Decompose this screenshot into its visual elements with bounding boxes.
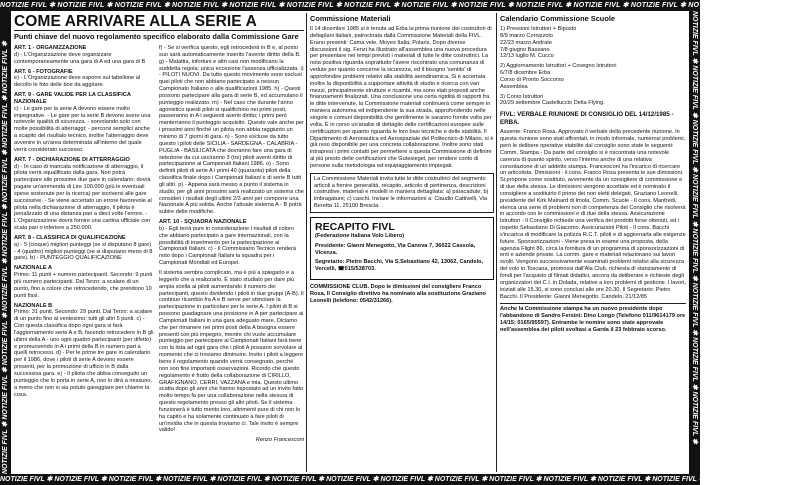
article-title: COME ARRIVARE ALLA SERIE A bbox=[14, 13, 257, 30]
commissione-stampa-note: Anche la Commissione stampa ha un nuovo presidente dopo l'abbandono di Sandro Fersini: Dino Longo (Telefono 011/9614179 ore 14/15; 0165/95597). Entrambe le nomine sono state approvate nell'assemblea dei piloti svoltasi a Garda il 23 febbraio scorso. bbox=[500, 303, 686, 333]
border-top-banner bbox=[0, 0, 801, 11]
calendario-item: 6/7/8 dicembre Erba bbox=[500, 70, 551, 77]
calendario-item: Corso di Pronto Soccorso bbox=[500, 76, 564, 83]
section-heading: NAZIONALE B bbox=[14, 302, 53, 309]
article1-column-1 bbox=[14, 45, 154, 472]
section-text: a) - 5 (cinque) migliori punteggi (se si disputano 8 gare) - 4 (quattro) migliori punteggi (se si disputano meno di 8 gare). b) - PUNTEGGIO QUALIFICAZIONE bbox=[14, 241, 153, 262]
article3-column bbox=[500, 13, 686, 472]
border-top-text: NOTIZIE FIVL ✱ NOTIZIE FIVL ✱ NOTIZIE FIVL ✱ NOTIZIE FIVL ✱ NOTIZIE FIVL ✱ NOTIZIE FIVL ✱ NOTIZIE FIVL ✱ NOTIZIE FIVL ✱ NOTIZIE FIVL ✱ NOTIZIE FIVL ✱ NOTIZIE FIVL ✱ NOTIZIE FIVL ✱ NOTIZIE FIVL ✱ NOTIZIE FIVL ✱ bbox=[0, 2, 801, 9]
verbale-title: FIVL: VERBALE RIUNIONE DI CONSIGLIO DEL 14/12/1985 - ERBA. bbox=[500, 111, 674, 126]
section-heading: NAZIONALE A bbox=[14, 265, 53, 272]
section-text: Primo: 11 punti + numero partecipanti. Secondo: 9 punti più numero partecipanti. Dal Terzo: a scalare di un punto, fino a colore che retrocedendo, che prendono 10 punti fissi. bbox=[14, 272, 153, 299]
column-divider-2 bbox=[496, 13, 497, 472]
article2-column bbox=[310, 13, 494, 472]
recapito-subtitle: (Federazione Italiana Volo Libero) bbox=[315, 232, 405, 239]
recapito-secretary: Segretario: Pietro Bacchi, Via S.Sebastiano 42, 13062, Candelo, Vercelli, ☎015/538703. bbox=[315, 259, 484, 273]
article-subtitle: Punti chiave del nuovo regolamento specifico elaborato dalla Commissione Gare bbox=[14, 32, 299, 41]
calendario-item: 12/13 luglio M. Cucco bbox=[500, 53, 554, 60]
recapito-title: RECAPITO FIVL bbox=[315, 220, 395, 233]
commissione-materiali-body: Il 14 dicembre 1985 si è tenuta ad Erba la prima riunione dei costruttori di deltaplani italiani, patrocinata dalla Commissione Materiali della FIVL. Erano presenti: Cama vele, Moyes Italia, Polaris. Dopo diverse discussioni il sig. Fenzi ha illustrato all'assemblea una nuova procedura per presentare nei tempi previsti i materiali di tutte le ditte costruttrici. La nota positiva riguarda soprattutto l'avere riscontrato una comunanza di vedute per quanto concerne la sicurezza, ed il bisogno 'sentito' di approfondire problemi relativi alla stabilità aerodinamica. Si è accertata inoltre la disponibilità a supportare attività di studio e ricerca con vari mezzi, principalmente strutture e ricambi, ma sono stati proposti anche finanziamenti finalizzati. Una conclusione una certa rigidità di rapporti fra le ditte intervenute, la Commissione materiali continuerà come sempre in maniera autonoma ed indipendente la sua strada, approfondendo nelle singole e comuni disponibilità che gentilmente le saranno fornite volta per volta. È in corso un'analisi di dettaglio delle certificazioni europee sulle certificazioni per quanto riguarda le loro basi tecniche e delle stabilità. Il Dipartimento di Aeronautica ed Aerospaziale del Politecnico di Milano, si è già reso disponibile per una concreta collaborazione. Inoltre sono stati intrapresi i primi contatti per permettere a questa Commissione di definire al più presto delle certificazioni che Gutesiegel, per rendere conto di persone sulla metodologia ed equipaggiamento impiegati. bbox=[310, 26, 494, 169]
border-right-banner bbox=[689, 11, 700, 474]
section-heading: ART. 7 - DICHIARAZIONE DI ATTERRAGGIO bbox=[14, 156, 130, 163]
section-heading: ART. 8 - CLASSIFICA DI QUALIFICAZIONE bbox=[14, 234, 126, 241]
calendario-item: 2) Aggiornamento Istruttori + Covegno Istruttori bbox=[500, 63, 617, 70]
border-left-text: NOTIZIE FIVL ✱ NOTIZIE FIVL ✱ NOTIZIE FIVL ✱ NOTIZIE FIVL ✱ NOTIZIE FIVL ✱ NOTIZIE FIVL ✱ NOTIZIE FIVL ✱ NOTIZIE FIVL ✱ bbox=[2, 41, 9, 474]
notice-text: La Commissione Materiali invita tutte le ditte costruttrici del segmento articoli a fornire generalità, recapito, articolo di pertinenza, descrizioni costruttive, materiali e modelli in maniera dettagliata: a) paracadute; b) imbragature; c) caschi. Inviare le informazioni a: Claudio Cattivelli, Via Beretta 11, 25100 Brescia. bbox=[314, 175, 489, 210]
section-text: d) - L'Organizzazione deve organizzare contemporaneamente una gara di A ed una gara di B bbox=[14, 51, 146, 65]
border-bottom-banner bbox=[0, 474, 759, 485]
column-divider-1 bbox=[306, 13, 307, 472]
border-left-banner bbox=[0, 11, 11, 474]
calendario-item: Assemblea bbox=[500, 83, 528, 90]
calendario-item: 3) Corso Istruttori bbox=[500, 93, 544, 100]
commissione-club-note: COMMISSIONE CLUB. Dopo le dimissioni del consigliere Franco Rosa, Il Consiglio direttivo ha nominato alla sostituzione Graziano Leonelli (telefono: 0542/31266). bbox=[310, 284, 486, 304]
verbale-body: Assente: Franco Rosa. Approvato il verbale della precedente riunione. In questa riunione sono stati affrontati, in modo informale, numerosi problemi, però le delibere operative stabilite dal consiglio sono state le seguenti: Comm. Stampa - Da parte del consiglio si è riscontrata una notevole carenza di quanto spinto, verso l'interno anche di una relativa consolazione di un addetto stampa. Francesconi ha l'incarico di ricercare un articolista. Dimissioni - il cons. Franco Rosa presenta le sue dimissioni. Si propone come sostituto, avvenente da un consigliere di commissione e di due della stessa. Le dimissioni vengono accettate ed è nominato il consigliere a sostituirlo il primo dei non eletti delegati, Graziano Leonelli, presidente del Kirk Mainard di Imola. Comm. Scuole - Il cons. Manfredi, elenca una serie di problemi non di competenza del Consiglio che risolverà in accordo con le commissioni e di due della stessa. Assicurazione Istruttori - Il Consiglio richiede una verifica dei prodotti forse ottenuti, ed i rispetto Sebastiano Di Giacomo. Assicurazioni Piloti - Il cons. Bacchi s'incarica di modificare la polizza R.C.T. piloti e di aggiornarla alle esigenze future. Sponsorizzazioni - Viene presa in esame una proposta, della agenzia Flight 86, circa la fornitura di un programma di sponsorizzazioni di enti e aziende private. La comm. gare e materiali relazionano sui lavori svolti. Vengono successivamente esaminati problemi relativi alla sicurezza del volo in Toscana, promossi dall'Ala Club, richiesta di stanziamento di fondi per l'acquisto di filmati didattici, ancora da deliberare e richieste degli organizzatori dei C.I. in Dolada, relative a loro problemi di gestione. I lavori, iniziati alle 15.30, si sono conclusi alle ore 20.30. Il Segretario: Pietro Bacchi. Il Presidente: Gianni Menegotto. Candelo, 21/12/85 bbox=[500, 129, 686, 300]
page-content bbox=[14, 13, 686, 472]
recapito-president: Presidente: Gianni Menegotto, Via Canova 7, 36022 Cassola, Vicenza. bbox=[315, 242, 476, 256]
article1-column-2 bbox=[159, 45, 304, 472]
section-text: Il sistema sembra complicato, ma è più a spiegarlo e a leggerlo che a realizzarlo. È stato studiato per dare più ampia scelta ai piloti aumentando il numero dei partecipanti, questo dividendo i piloti in due gruppi (A-B). Il continuo ricambio fra A e B serve per stimolare la partecipazione in particolare per le serie A. I piloti di B si possono guadagnare una posizione in A per partecipare ai Campionati Italiani in una gara adeguato mare. Diciamo che per rimanere nei primi posti della A bisogna essere presenti con più impegno, mentre chi vuole accumulare punteggio per partecipare ai Campionati Italiani farà bene con la lista ad ogni gara che i piloti A possano sorvolare al momento che ci troviamo diminuire. Invito i piloti a leggere bene il regolamento quando verrà consegnato, perché non son fine importanti osservazioni. Ricordo che questo regolamento è frutto della collaborazione di CIRILLO, GRAFIGNANO, CERRI, VAZZANA e mia. Questo ultimo scatta dopo gli anni che hanno rispostato ad un invito fatto molto tempo fa per una collaborazione nella stesura di questo regolamento presso gli altri piloti. Se il sistema funzionerà è tutto merito loro, altrimenti pure di chi non lo ha capito e ha solamente continuato a fare piloti di un'invidia che in questa troviamo ci. Tale invito è sempre valido! bbox=[159, 270, 304, 434]
section-text: e) - L'Organizzazione deve esporre sul tabellone al decollo le foto delle boe da aggirare. bbox=[14, 75, 141, 89]
title-divider bbox=[14, 30, 304, 31]
section-text: b) - Egli terrà pure in considerazione i risultati di coloro che abbiano partecipato a gare internazionali, con la possibilità di inserimento per la partecipazione ai Campionati Italiani. c) - Il Commissario Tecnico renderà noto dopo i Campionati Italiani la squadra per i Campionati Mondiali ed Europei. bbox=[159, 225, 296, 267]
commissione-materiali-notice bbox=[310, 173, 494, 213]
signature: Renzo Francesconi bbox=[255, 437, 304, 444]
recapito-box bbox=[310, 217, 494, 280]
calendario-item: 22/23 marzo Andrate bbox=[500, 39, 552, 46]
border-right-text: NOTIZIE FIVL ✱ NOTIZIE FIVL ✱ NOTIZIE FIVL ✱ NOTIZIE FIVL ✱ NOTIZIE FIVL ✱ NOTIZIE FIVL ✱ NOTIZIE FIVL ✱ NOTIZIE FIVL ✱ bbox=[691, 11, 698, 444]
section-heading: ART. 6 - FOTOGRAFIE bbox=[14, 68, 73, 75]
commissione-materiali-title: Commissione Materiali bbox=[310, 14, 391, 23]
calendario-list bbox=[500, 26, 686, 107]
calendario-item: 8/9 marzo Cornizzolo bbox=[500, 32, 553, 39]
section-text: f) - Se si verifica questo, egli retrocederà in B e, al posto suo sarà automaticamente inserito l'avente diritto della B. g) - Malattia, infortuni e altri casi non modificano la suddetta regola; unica eccezione l'assenza ufficializzata. i) - PILOTI NUOVI. Da tutto questo movimento sono esclusi quei piloti che non abbiano partecipato a nessun Campionato Italiano o alle qualificazioni 1985. h) - Questi possono partecipare alla gara di serie B, ed accumulano il punteggio realizzato. m) - Nel caso che durante l'anno agonistico questi piloti si qualifichino nei primi posti, passeranno in A i seguenti aventi diritto; i primi però manterranno il punteggio acquisito. Questo vale anche per i prossimi anni finché un pilota non abbia raggiunto un minimo di 7 giorni di gara. n) - Sono escluse da tutto questo i piloti delle SICILIA - SARDEGNA - CALABRIA - PUGLIA - BASILICATA che dovranno fare una gara di selezione da cui usciranno 3 (tre) piloti aventi diritto di partecipazione ai Campionati Italiani 1986. o) - Sono definiti piloti di serie A i primi 40 (quaranta) piloti della classifica finale dopo i Campionati Italiani e di serie B tutti gli altri. p) - Appena sarà messo a punto il sistema in studio, per gli anni prossimi sarà realizzato un sistema che consideri i risultati degli ultimi 2/3 anni per comporre una Nazionale A più solida. Anche l'attuale sistema A - B potrà subire delle modifiche. bbox=[159, 45, 304, 216]
section-heading: ART. 1 - ORGANIZZAZIONE bbox=[14, 45, 87, 51]
calendario-item: 20/29 settembre Castelluccio Delta Flying. bbox=[500, 100, 605, 107]
calendario-title: Calendario Commissione Scuole bbox=[500, 14, 615, 23]
section-heading: ART. 10 - SQUADRA NAZIONALE bbox=[159, 219, 247, 226]
section-text: c) - Le gare per la serie A devono essere molto impegnative. - Le gare per la serie B devono avere una notevole qualità di sicurezza. - sorvolando solo con molte possibilità di atterraggi; - percorsi semplici anche a scapito del risultato tecnico, inoltre l'atterraggio deve avvenire in un'area determinata all'interno del quale verrà considerato successo. bbox=[14, 105, 151, 153]
calendario-item: 1) Pressioni Istruttori + Biposto bbox=[500, 26, 577, 32]
section-heading: ART. 9 - GARE VALIDE PER LA CLASSIFICA NAZIONALE bbox=[14, 92, 131, 105]
section-text: Primo: 31 punti. Secondo: 29 punti. Dal Terzo: a scalare di un punto fino al ventesimo; tutti gli altri 5 punti. c) - Con questa classifica dopo ogni gara si farà l'aggiornamento serie A e B, facendo retrocedere in B gli ultimi della A - uno ogni quattro partecipanti (per difetto) e promuovendo in A i primi della B in numero pari a quelli retrocessi. d) - Per le prime tre gare in calendario per il 1986, dove i piloti di serie A devono essere presenti, per la promozione di ufficio in B dalla successiva gara. e) - Il pilota che abbia conseguito un punteggio che lo porta in serie A, non lo dirà a nessuno, a meno che non si sia potuto gareggiare per chiarire la cosa. bbox=[14, 309, 154, 398]
border-bottom-text: NOTIZIE FIVL ✱ NOTIZIE FIVL ✱ NOTIZIE FIVL ✱ NOTIZIE FIVL ✱ NOTIZIE FIVL ✱ NOTIZIE FIVL ✱ NOTIZIE FIVL ✱ NOTIZIE FIVL ✱ NOTIZIE FIVL ✱ NOTIZIE FIVL ✱ NOTIZIE FIVL ✱ NOTIZIE FIVL ✱ NOTIZIE FIVL ✱ NOTIZIE FIVL ✱ bbox=[0, 476, 759, 483]
calendario-item: 7/8 giugno Bassano bbox=[500, 46, 550, 53]
section-text: d) - In caso di mancata notificazione di atterraggio, il pilota verrà squalificato dalla gara. Non potrà partecipare alle prossime due gare in calendario; dovrà pagare un'ammenda di Lire 100.000 (più le eventuali spese sostenute per la ricerca) per iscriversi alle gare successive. - Se viene accertato un errore favorevole al pilota nella dichiarazione di atterraggio, il pilota è penalizzato di una distanza pari a dieci volte l'errore. - L'Organizzazione dovrà fornire una cartina ufficiale con scala pari o inferiore a 250.000. bbox=[14, 163, 152, 232]
